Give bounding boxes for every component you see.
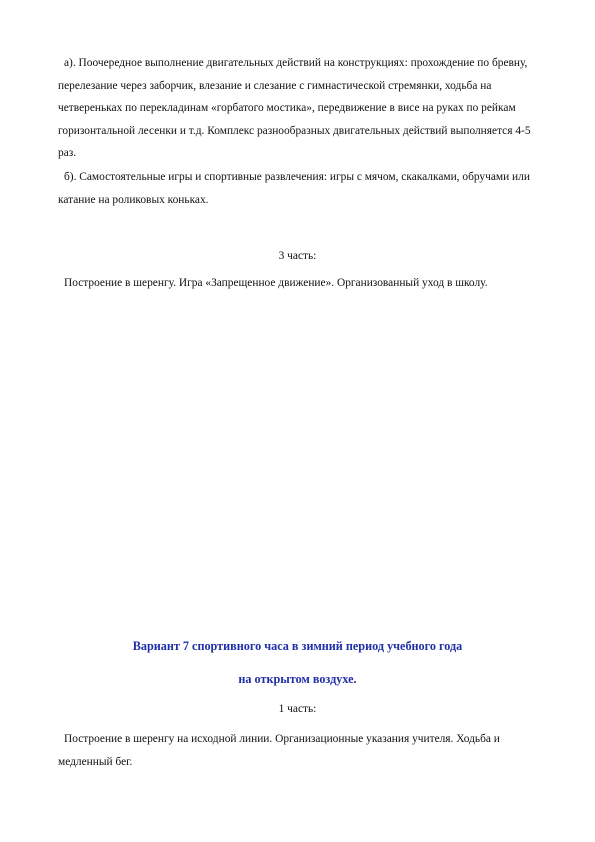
paragraph-exercise-b: б). Самостоятельные игры и спортивные развлечения: игры с мячом, скакалками, обручами или катание на роликовых коньках. [58,171,530,206]
variant-heading-line1: Вариант 7 спортивного часа в зимний период учебного года [132,639,463,653]
section-label-part3: 3 часть: [278,250,317,262]
paragraph-exercise-a: а). Поочередное выполнение двигательных действий на конструкциях: прохождение по бревну, перелезание через заборчик, влезание и слезание с гимнастической стремянки, ходьба на четвереньках по перекладинам «горбатого мостика», передвижение в висе на руках по рейкам горизонтальной лесенки и т.д. Комплекс разнообразных двигательных действий выполняется 4-5 раз. [58,57,531,159]
paragraph-part3: Построение в шеренгу. Игра «Запрещенное движение». Организованный уход в школу. [64,277,488,289]
section-label-part1: 1 часть: [278,703,317,715]
variant-heading-line2: на открытом воздухе. [238,672,357,686]
paragraph-part1: Построение в шеренгу на исходной линии. Организационные указания учителя. Ходьба и медленный бег. [58,733,500,768]
